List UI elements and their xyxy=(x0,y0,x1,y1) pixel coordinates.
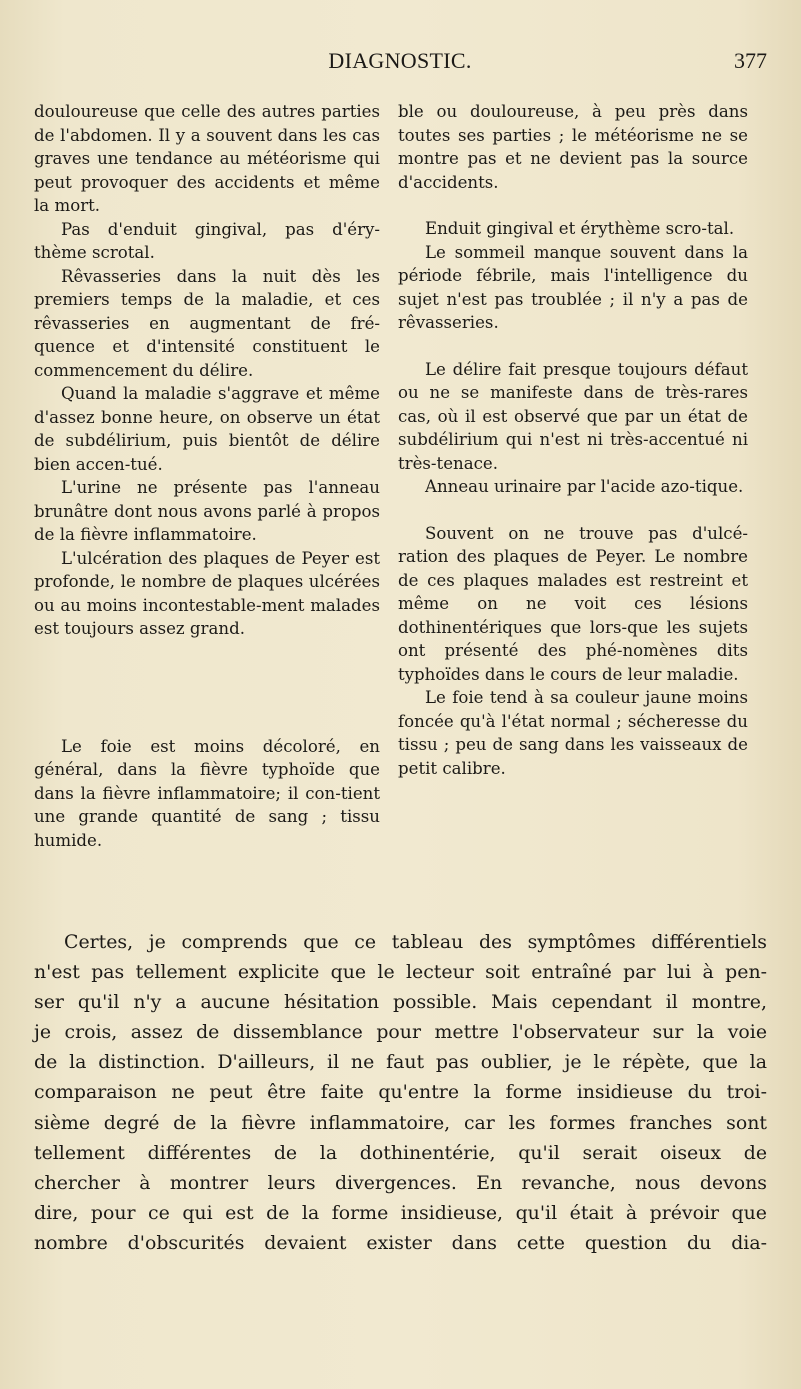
running-head: DIAGNOSTIC. xyxy=(328,48,472,73)
column-gap xyxy=(398,194,748,217)
left-column-fievre-typhoide xyxy=(34,100,380,852)
right-entry-anneau-urinaire: Anneau urinaire par l'acide azo-tique. xyxy=(425,477,744,496)
paragraph-line: tellement différentes de la dothinentérie, qu'il serait oiseux de xyxy=(34,1141,767,1164)
left-entry-foie: Le foie est moins décoloré, en général, dans la fièvre typhoïde que dans la fièvre inflammatoire; il con-tient une grande quantité de sang ; tissu humide. xyxy=(34,736,380,850)
right-entry-ulceration: Souvent on ne trouve pas d'ulcé-ration des plaques de Peyer. Le nombre de ces plaques malades est restreint et même on ne voit ces lésions dothinentériques que lors-que les sujets ont présenté des phé-nomènes dits typhoïdes dans le cours de leur maladie. xyxy=(398,523,748,684)
left-entry-urine: L'urine ne présente pas l'anneau brunâtre dont nous avons parlé à propos de la fièvre inflammatoire. xyxy=(34,478,380,544)
right-entry-foie: Le foie tend à sa couleur jaune moins foncée qu'à l'état normal ; sécheresse du tissu ; peu de sang dans les vaisseaux de petit calibre. xyxy=(398,688,748,778)
page-number: 377 xyxy=(734,48,767,73)
column-gap xyxy=(398,499,748,522)
page-header xyxy=(33,48,767,84)
right-entry-enduit-gingival: Enduit gingival et érythème scro-tal. xyxy=(425,219,735,238)
right-entry-delire: Le délire fait presque toujours défaut ou ne se manifeste dans de très-rares cas, où il est observé que par un état de subdélirium qui n'est ni très-accentué ni très-tenace. xyxy=(398,359,748,473)
paragraph-line: de la distinction. D'ailleurs, il ne faut pas oublier, je le répète, que la xyxy=(34,1051,767,1074)
paragraph-line: ser qu'il n'y a aucune hésitation possible. Mais cependant il montre, xyxy=(34,991,767,1014)
body-paragraph xyxy=(34,927,767,1258)
paragraph-line: chercher à montrer leurs divergences. En revanche, nous devons xyxy=(34,1171,767,1194)
paragraph-line: dire, pour ce qui est de la forme insidieuse, qu'il était à prévoir que xyxy=(34,1201,767,1224)
paragraph-line: je crois, assez de dissemblance pour mettre l'observateur sur la voie xyxy=(34,1021,767,1044)
paragraph-line: n'est pas tellement explicite que le lecteur soit entraîné par lui à pen- xyxy=(34,961,767,984)
paragraph-line: sième degré de la fièvre inflammatoire, car les formes franches sont xyxy=(34,1111,767,1134)
left-entry-plaques-peyer: L'ulcération des plaques de Peyer est profonde, le nombre de plaques ulcérées ou au moins incontestable-ment malades est toujours assez grand. xyxy=(34,548,380,638)
column-gap xyxy=(34,641,380,735)
paragraph-line: nombre d'obscurités devaient exister dans cette question du dia- xyxy=(34,1231,767,1254)
right-entry-sommeil: Le sommeil manque souvent dans la période fébrile, mais l'intelligence du sujet n'est pas troublée ; il n'y a pas de rêvasseries. xyxy=(398,242,748,332)
left-entry-revasseries: Rêvasseries dans la nuit dès les premiers temps de la maladie, et ces rêvasseries en augmentant de fré-quence et d'intensité constituent le commencement du délire. xyxy=(34,266,380,380)
column-gap xyxy=(398,335,748,358)
right-entry-meteorisme: ble ou douloureuse, à peu près dans toutes ses parties ; le météorisme ne se montre pas et ne devient pas la source d'accidents. xyxy=(398,102,748,192)
right-column-fievre-inflammatoire xyxy=(398,100,748,780)
left-entry-delire: Quand la maladie s'aggrave et même d'assez bonne heure, on observe un état de subdélirium, puis bientôt de délire bien accen-tué. xyxy=(34,384,380,474)
left-entry-enduit-gingival: Pas d'enduit gingival, pas d'éry-thème scrotal. xyxy=(34,219,380,262)
paragraph-line: comparaison ne peut être faite qu'entre la forme insidieuse du troi- xyxy=(34,1081,767,1104)
left-entry-meteorisme: douloureuse que celle des autres parties de l'abdomen. Il y a souvent dans les cas graves une tendance au météorisme qui peut provoquer des accidents et même la mort. xyxy=(34,102,380,215)
paragraph-line: Certes, je comprends que ce tableau des symptômes différentiels xyxy=(64,931,767,953)
